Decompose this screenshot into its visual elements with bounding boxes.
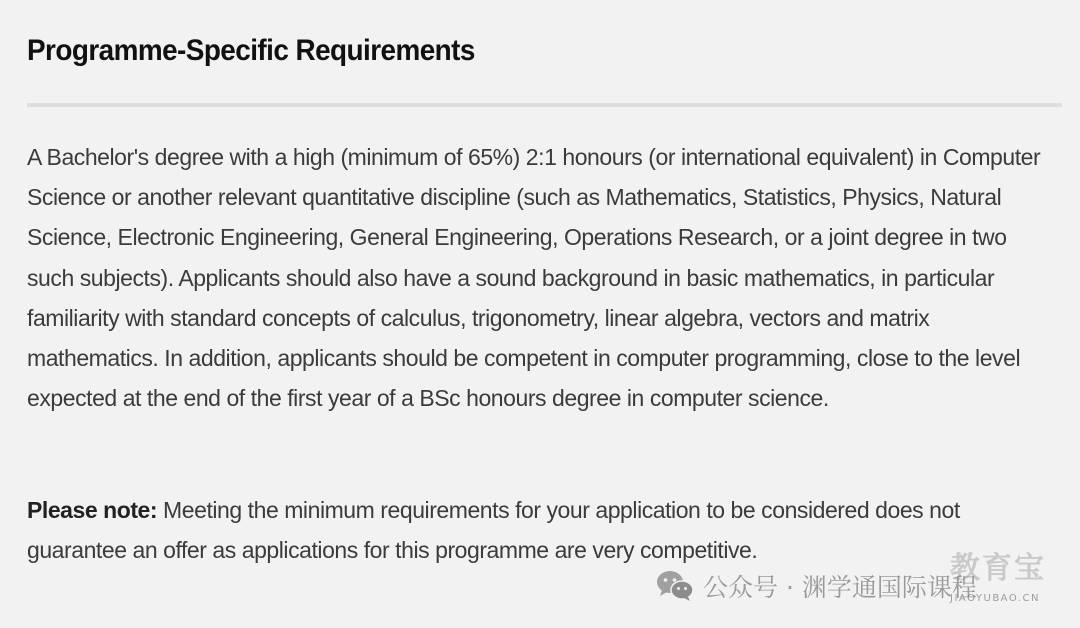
wechat-watermark: [655, 566, 977, 606]
watermark-text: 公众号 · 渊学通国际课程: [703, 573, 977, 602]
brand-logo: [950, 553, 1065, 611]
note-label: Please note:: [27, 497, 158, 523]
brand-logo-text: 教育宝: [950, 551, 1046, 586]
section-title: Programme-Specific Requirements: [27, 34, 475, 67]
note-paragraph: [27, 490, 1057, 570]
brand-logo-subtext: JIAOYUBAO.CN: [950, 593, 1040, 604]
requirements-paragraph: A Bachelor's degree with a high (minimum of 65%) 2:1 honours (or international equivalent) in Computer Science or another relevant quantitative discipline (such as Mathematics, Statistics, Physics, Natural Science, Electronic Engineering, General Engineering, Operations Research, or a joint degree in two such subjects). Applicants should also have a sound background in basic mathematics, in particular familiarity with standard concepts of calculus, trigonometry, linear algebra, vectors and matrix mathematics. In addition, applicants should be competent in computer programming, close to the level expected at the end of the first year of a BSc honours degree in computer science.: [27, 144, 1041, 412]
wechat-icon: [655, 569, 695, 603]
section-divider: [27, 103, 1062, 107]
note-text: Meeting the minimum requirements for your application to be considered does not guarantee an offer as applications for this programme are very competitive.: [27, 497, 960, 564]
